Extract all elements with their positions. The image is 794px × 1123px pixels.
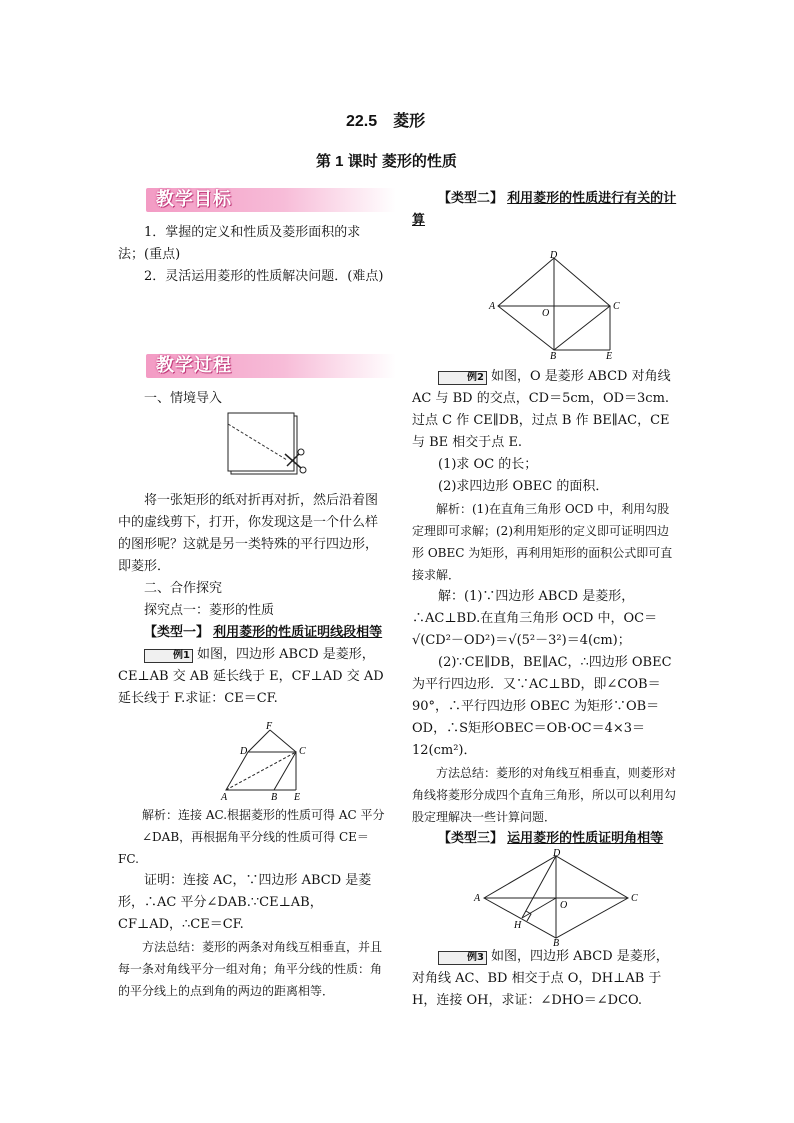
figure-2 bbox=[486, 250, 626, 360]
part1-title-text: 一、情境导入 bbox=[144, 391, 223, 406]
example1-badge: 例1 bbox=[144, 649, 193, 663]
example3-badge: 例3 bbox=[438, 951, 487, 965]
point1-title: 探究点一：菱形的性质 bbox=[144, 603, 275, 618]
process-banner bbox=[146, 354, 396, 378]
example3-text bbox=[412, 946, 678, 1012]
right-body bbox=[412, 366, 678, 850]
extension-ad bbox=[248, 730, 270, 752]
type1-label: 【类型一】 bbox=[144, 625, 210, 640]
objectives-banner-text: 教学目标 bbox=[156, 189, 232, 210]
right-bottom bbox=[412, 946, 678, 1012]
type2-heading bbox=[412, 188, 678, 232]
example3-statement: 如图，四边形 ABCD 是菱形，对角线 AC、BD 相交于点 O，DH⊥AB 于 H，连接 OH，求证：∠DHO＝∠DCO. bbox=[412, 949, 669, 1008]
label-c: C bbox=[613, 301, 620, 312]
type3-heading bbox=[412, 828, 678, 850]
example1-text bbox=[118, 644, 386, 710]
figure-1 bbox=[218, 722, 318, 802]
example2-question-1: (1)求 OC 的长； bbox=[438, 457, 538, 472]
label-b: B bbox=[553, 938, 560, 946]
part1-title bbox=[118, 388, 386, 410]
example2-summary: 方法总结：菱形的对角线互相垂直，则菱形对角线将菱形分成四个直角三角形，所以可以利用勾股定理解决一些计算问题． bbox=[412, 766, 677, 824]
type3-label: 【类型三】 bbox=[438, 831, 504, 846]
example1-analysis-1: 解析：连接 AC.根据菱形的性质可得 AC 平分 bbox=[142, 808, 385, 822]
example2-statement: 如图，O 是菱形 ABCD 对角线 AC 与 BD 的交点，CD＝5cm，OD＝3cm.过点 C 作 CE∥DB，过点 B 作 BE∥AC，CE 与 BE 相交于点 E. bbox=[412, 369, 671, 450]
objective-item: 2．灵活运用菱形的性质解决问题．(难点) bbox=[144, 269, 384, 284]
type1-title: 利用菱形的性质证明线段相等 bbox=[213, 625, 383, 640]
objectives-list bbox=[118, 222, 386, 288]
label-d: D bbox=[240, 746, 248, 757]
segment-cf bbox=[270, 730, 296, 752]
lesson-title: 第 1 课时 菱形的性质 bbox=[316, 153, 457, 170]
label-a: A bbox=[489, 301, 496, 312]
label-o: O bbox=[542, 308, 550, 319]
objective-item: 1．掌握的定义和性质及菱形面积的求法；(重点) bbox=[118, 225, 361, 262]
paper-sheet bbox=[228, 413, 294, 471]
label-b: B bbox=[550, 351, 557, 360]
figure-3-svg bbox=[470, 848, 650, 946]
label-a: A bbox=[221, 792, 228, 802]
type2-title: 利用菱形的性质进行有关的计算 bbox=[412, 191, 677, 228]
intro-paragraph: 将一张矩形的纸对折再对折，然后沿着图中的虚线剪下，打开，你发现这是一个什么样的图形呢？这就是另一类特殊的平行四边形，即菱形． bbox=[118, 493, 379, 574]
type1-heading bbox=[118, 622, 386, 644]
label-o: O bbox=[560, 900, 568, 911]
section-title: 22.5 菱形 bbox=[346, 113, 426, 130]
example2-analysis: 解析：(1)在直角三角形 OCD 中，利用勾股定理即可求解；(2)利用矩形的定义即可证明四边形 OBEC 为矩形，再利用矩形的面积公式即可直接求解． bbox=[412, 502, 673, 582]
label-f: F bbox=[266, 722, 273, 732]
example2-text bbox=[412, 366, 678, 454]
example2-question-2: (2)求四边形 OBEC 的面积． bbox=[438, 479, 609, 494]
example1-summary: 方法总结：菱形的两条对角线互相垂直，并且每一条对角线平分一组对角；角平分线的性质：角的平分线上的点到角的两边的距离相等． bbox=[118, 940, 383, 998]
example1-analysis-2: ∠DAB，再根据角平分线的性质可得 CE＝FC. bbox=[118, 830, 369, 866]
example2-badge: 例2 bbox=[438, 371, 487, 385]
type2-label: 【类型二】 bbox=[438, 191, 504, 206]
label-e: E bbox=[606, 351, 613, 360]
left-body-2 bbox=[118, 804, 386, 1002]
label-h: H bbox=[514, 920, 522, 931]
label-c: C bbox=[299, 746, 306, 757]
example2-solution-1: 解：(1)∵四边形 ABCD 是菱形，∴AC⊥BD.在直角三角形 OCD 中，OC＝√(CD²－OD²)＝√(5²－3²)＝4(cm)； bbox=[412, 589, 658, 648]
figure-3 bbox=[470, 848, 650, 946]
type3-title: 运用菱形的性质证明角相等 bbox=[507, 831, 664, 846]
figure-1-svg bbox=[218, 722, 318, 802]
label-e: E bbox=[294, 792, 301, 802]
folded-paper-svg bbox=[225, 410, 309, 480]
left-body bbox=[118, 490, 386, 710]
objectives-banner bbox=[146, 188, 396, 212]
label-c: C bbox=[631, 893, 638, 904]
label-d: D bbox=[550, 250, 558, 261]
part2-title: 二、合作探究 bbox=[144, 581, 223, 596]
process-banner-text: 教学过程 bbox=[156, 355, 232, 376]
figure-2-svg bbox=[486, 250, 626, 360]
label-a: A bbox=[474, 893, 481, 904]
right-angle-mark bbox=[526, 911, 531, 921]
label-b: B bbox=[271, 792, 278, 802]
example2-solution-2: (2)∵CE∥DB，BE∥AC，∴四边形 OBEC 为平行四边形．又∵AC⊥BD，即∠COB＝90°，∴平行四边形 OBEC 为矩形∵OB＝OD，∴S矩形OBEC＝OB·OC＝4×3＝12(cm²)． bbox=[412, 655, 672, 758]
example1-proof: 证明：连接 AC，∵四边形 ABCD 是菱形，∴AC 平分∠DAB.∵CE⊥AB，CF⊥AD，∴CE＝CF. bbox=[118, 873, 372, 932]
folded-paper-figure bbox=[225, 410, 309, 480]
label-d: D bbox=[553, 848, 561, 859]
segment-dh bbox=[522, 856, 556, 918]
right-top bbox=[412, 188, 678, 232]
example1-statement: 如图，四边形 ABCD 是菱形，CE⊥AB 交 AB 延长线于 E，CF⊥AD 交 AD 延长线于 F.求证：CE＝CF. bbox=[118, 647, 384, 706]
